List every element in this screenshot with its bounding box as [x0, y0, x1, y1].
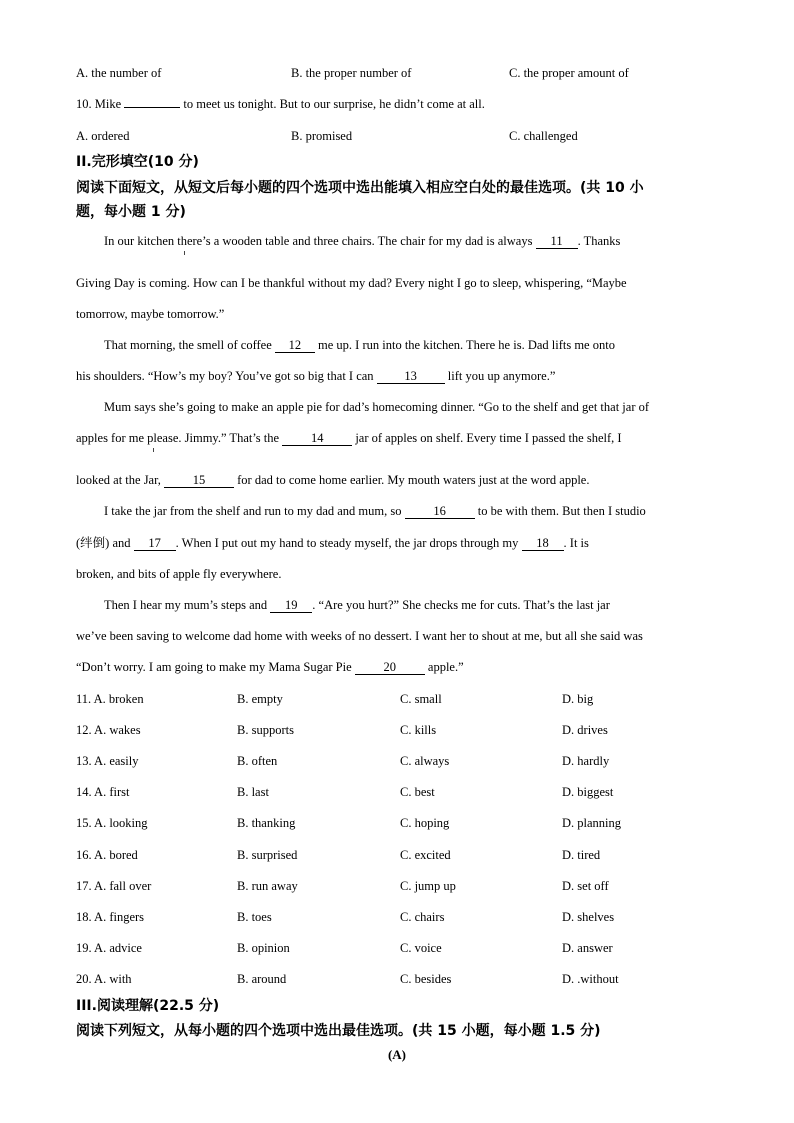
q14-option-a: 14. A. first [76, 785, 130, 799]
q13-option-d: D. hardly [562, 754, 610, 768]
blank-20: 20 [355, 661, 425, 675]
passage-p5-line2: we’ve been saving to welcome dad home with weeks of no dessert. I want her to shout at me, but all she said was [76, 629, 643, 643]
q11-option-d: D. big [562, 692, 594, 706]
section3-instruction: 阅读下列短文，从每小题的四个选项中选出最佳选项。(共 15 小题，每小题 1.5 分) [76, 1023, 601, 1039]
text: I take the jar from the shelf and run to my dad and mum, so [104, 504, 405, 518]
q12-option-d: D. drives [562, 723, 608, 737]
text: (绊倒) and [76, 536, 134, 550]
q16-option-b: B. surprised [237, 848, 298, 862]
q11-option-c: C. small [400, 692, 442, 706]
passage-p2-line1 [104, 337, 615, 353]
section2-instruction-line1: 阅读下面短文，从短文后每小题的四个选项中选出能填入相应空白处的最佳选项。(共 10 小 [76, 180, 644, 196]
text: In our kitchen [104, 234, 175, 248]
blank-15: 15 [164, 474, 234, 488]
text: . Thanks [577, 234, 621, 248]
q15-option-b: B. thanking [237, 816, 296, 830]
q10-suffix: to meet us tonight. But to our surprise, he didn’t come at all. [180, 97, 485, 111]
q15-option-d: D. planning [562, 816, 622, 830]
q10-blank [124, 107, 180, 108]
q14-option-c: C. best [400, 785, 435, 799]
q13-option-b: B. often [237, 754, 278, 768]
q20-option-d: D. .without [562, 972, 619, 986]
q10-stem [76, 96, 485, 112]
text: there’s a wooden table and three chairs. The chair for my dad is always [174, 234, 536, 248]
q10-option-b: B. promised [291, 129, 353, 143]
q11-option-a: 11. A. broken [76, 692, 144, 706]
q19-option-a: 19. A. advice [76, 941, 142, 955]
passage-a-label: (A) [387, 1047, 407, 1062]
q18-option-c: C. chairs [400, 910, 445, 924]
q12-option-c: C. kills [400, 723, 437, 737]
blank-17: 17 [134, 537, 176, 551]
q11-option-b: B. empty [237, 692, 283, 706]
q20-option-b: B. around [237, 972, 287, 986]
passage-p5-line3 [76, 659, 464, 675]
q9-option-b: B. the proper number of [291, 66, 412, 80]
q10-option-c: C. challenged [509, 129, 578, 143]
section3-title: III.阅读理解(22.5 分) [76, 998, 220, 1014]
q18-option-b: B. toes [237, 910, 272, 924]
text: jar of apples on shelf. Every time I passed the shelf, I [352, 431, 622, 445]
passage-p4-line3: broken, and bits of apple fly everywhere. [76, 567, 282, 581]
text: That morning, the smell of coffee [104, 338, 275, 352]
text: apples for me [76, 431, 145, 445]
text: to be with them. But then I studio [474, 504, 646, 518]
text: lift you up anymore.” [444, 369, 556, 383]
text: apple.” [424, 660, 464, 674]
q16-option-c: C. excited [400, 848, 451, 862]
q16-option-a: 16. A. bored [76, 848, 138, 862]
q17-option-a: 17. A. fall over [76, 879, 152, 893]
q13-option-a: 13. A. easily [76, 754, 139, 768]
section2-instruction-line2: 题，每小题 1 分) [76, 204, 186, 220]
q19-option-d: D. answer [562, 941, 613, 955]
text: Then I hear my mum’s steps and [104, 598, 271, 612]
blank-18: 18 [522, 537, 564, 551]
passage-p5-line1 [104, 597, 610, 613]
q20-option-c: C. besides [400, 972, 452, 986]
text: . It is [563, 536, 589, 550]
text: me up. I run into the kitchen. There he is. Dad lifts me onto [314, 338, 615, 352]
passage-p1-line3: tomorrow, maybe tomorrow.” [76, 307, 225, 321]
q19-option-b: B. opinion [237, 941, 290, 955]
tick-mark [184, 251, 185, 255]
passage-p1-line1 [104, 233, 620, 249]
blank-13: 13 [377, 370, 445, 384]
passage-p4-line1 [104, 503, 646, 519]
q19-option-c: C. voice [400, 941, 442, 955]
text: . “Are you hurt?” She checks me for cuts. That’s the last jar [312, 598, 610, 612]
q12-option-b: B. supports [237, 723, 294, 737]
blank-11: 11 [536, 235, 578, 249]
q17-option-c: C. jump up [400, 879, 456, 893]
q17-option-b: B. run away [237, 879, 298, 893]
passage-p2-line2 [76, 368, 555, 384]
passage-p4-line2 [76, 535, 589, 551]
q13-option-c: C. always [400, 754, 450, 768]
q18-option-a: 18. A. fingers [76, 910, 145, 924]
section2-title: II.完形填空(10 分) [76, 154, 199, 170]
q20-option-a: 20. A. with [76, 972, 132, 986]
text: please. Jimmy.” That’s the [144, 431, 283, 445]
q17-option-d: D. set off [562, 879, 609, 893]
q10-prefix: 10. Mike [76, 97, 125, 111]
tick-mark [153, 448, 154, 452]
q9-option-c: C. the proper amount of [509, 66, 629, 80]
text: his shoulders. “How’s my boy? You’ve got so big that I can [76, 369, 377, 383]
passage-p1-line2: Giving Day is coming. How can I be thankful without my dad? Every night I go to sleep, whispering, “Maybe [76, 276, 627, 290]
q9-option-a: A. the number of [76, 66, 162, 80]
q10-option-a: A. ordered [76, 129, 130, 143]
text: . When I put out my hand to steady myself, the jar drops through my [175, 536, 522, 550]
passage-p3-line3 [76, 472, 589, 488]
blank-14: 14 [282, 432, 352, 446]
blank-19: 19 [270, 599, 312, 613]
q14-option-d: D. biggest [562, 785, 614, 799]
q14-option-b: B. last [237, 785, 269, 799]
q18-option-d: D. shelves [562, 910, 615, 924]
q15-option-a: 15. A. looking [76, 816, 148, 830]
text: looked at the Jar, [76, 473, 165, 487]
text: “Don’t worry. I am going to make my Mama Sugar Pie [76, 660, 355, 674]
text: for dad to come home earlier. My mouth waters just at the word apple. [234, 473, 590, 487]
blank-16: 16 [405, 505, 475, 519]
q15-option-c: C. hoping [400, 816, 450, 830]
passage-p3-line1: Mum says she’s going to make an apple pie for dad’s homecoming dinner. “Go to the shelf and get that jar of [104, 400, 650, 414]
passage-p3-line2 [76, 430, 622, 446]
q12-option-a: 12. A. wakes [76, 723, 141, 737]
blank-12: 12 [275, 339, 315, 353]
q16-option-d: D. tired [562, 848, 601, 862]
